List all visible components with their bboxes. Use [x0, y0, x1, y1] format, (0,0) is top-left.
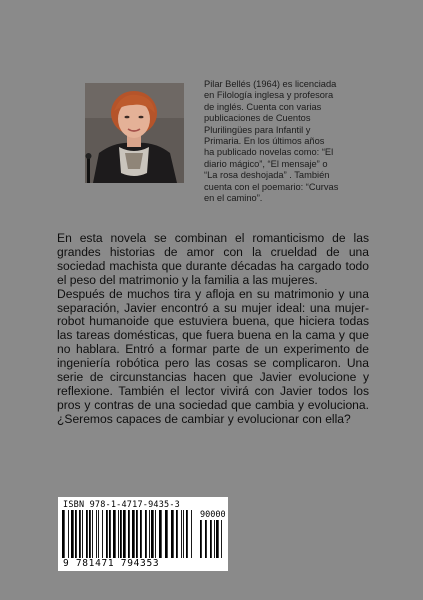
author-portrait-icon: [85, 83, 184, 183]
synopsis-paragraph: En esta novela se combinan el romanticismo de las grandes historias de amor con la crueldad de una sociedad machista que durante décadas ha cargado todo el peso del matrimonio y la familia a las mujeres.: [57, 231, 369, 287]
ean-barcode-bars: [62, 510, 194, 560]
isbn-label: ISBN 978-1-4717-9435-3: [63, 500, 180, 510]
book-synopsis: [57, 232, 369, 427]
author-bio: Pilar Bellés (1964) es licenciada en Filología inglesa y profesora de inglés. Cuenta con varias publicaciones de Cuentos Plurilingües para Infantil y Primaria. En los últimos años ha publicado novelas como: “El diario mágico”, “El mensaje” o “La rosa deshojada” . También cuenta con el poemario: “Curvas en el camino”.: [204, 79, 339, 204]
price-code: 90000: [200, 510, 226, 520]
ean-digits: 9 781471 794353: [63, 558, 160, 569]
price-barcode-bars: [200, 520, 224, 558]
isbn-barcode: [58, 497, 228, 571]
author-photo: [85, 83, 184, 183]
synopsis-paragraph: Después de muchos tira y afloja en su matrimonio y una separación, Javier encontró a su mujer ideal: una mujer-robot humanoide que estuviera buena, que hiciera todas las tareas domésticas, que fuera buena en la cama y que no hablara. Entró a formar parte de un experimento de ingeniería robótica pero las cosas se complicaron. Una serie de circunstancias hacen que Javier evolucione y reflexione. También el lector vivirá con Javier todos los pros y contras de una sociedad que cambia y evoluciona. ¿Seremos capaces de cambiar y evolucionar con ella?: [57, 286, 369, 426]
